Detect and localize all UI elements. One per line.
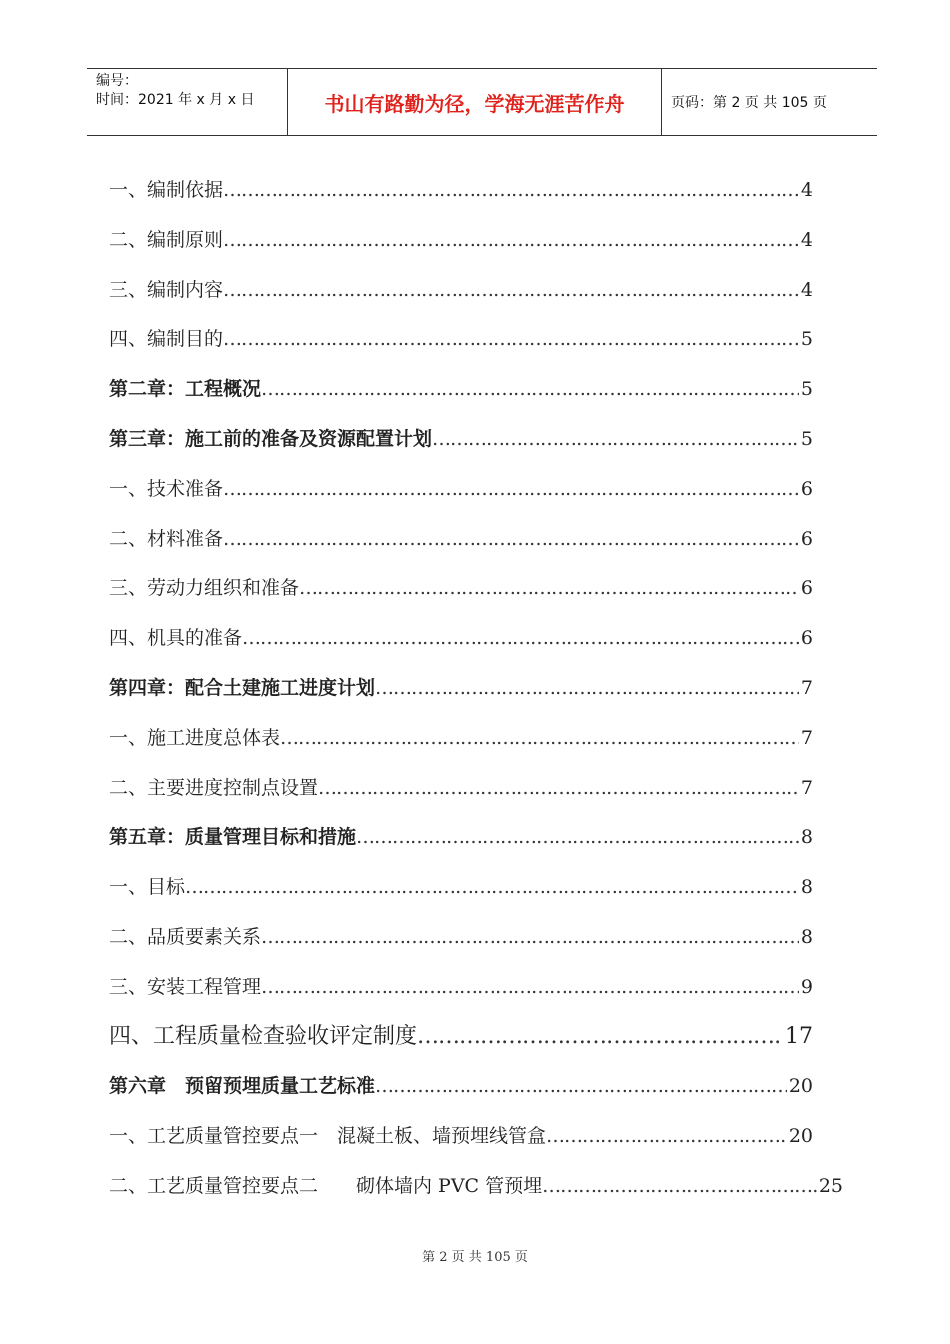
toc-entry-title: 第四章：配合土建施工进度计划: [109, 676, 376, 699]
toc-leader-dots: [223, 272, 799, 308]
toc-entry[interactable]: [109, 1019, 813, 1069]
toc-leader-dots: [223, 321, 799, 357]
header-page-info: 页码：第 2 页 共 105 页: [671, 95, 827, 111]
toc-entry-title: 四、工程质量检查验收评定制度: [109, 1023, 418, 1049]
toc-entry[interactable]: [109, 1168, 843, 1218]
toc-entry-title: 二、编制原则: [109, 228, 224, 251]
toc-leader-dots: [261, 919, 799, 955]
table-of-contents: [109, 172, 843, 1218]
toc-entry-title: 二、工艺质量管控要点二 砌体墙内 PVC 管预埋: [109, 1174, 543, 1197]
toc-entry[interactable]: [109, 570, 813, 620]
toc-entry-page: 4: [800, 179, 813, 201]
toc-leader-dots: [261, 371, 799, 407]
toc-leader-dots: [542, 1168, 817, 1204]
header-motto: 书山有路勤为径，学海无涯苦作舟: [288, 69, 662, 135]
toc-entry-title: 二、材料准备: [109, 527, 224, 550]
toc-leader-dots: [318, 770, 799, 806]
toc-leader-dots: [261, 969, 799, 1005]
toc-leader-dots: [223, 172, 799, 208]
toc-entry[interactable]: [109, 620, 813, 670]
toc-entry-title: 三、编制内容: [109, 278, 224, 301]
page-footer: 第 2 页 共 105 页: [422, 1250, 528, 1265]
toc-leader-dots: [375, 1068, 787, 1104]
toc-entry-page: 6: [800, 527, 813, 550]
toc-entry[interactable]: [109, 720, 813, 770]
toc-entry-page: 8: [800, 925, 813, 948]
toc-entry-page: 5: [800, 378, 813, 401]
toc-entry-page: 7: [800, 776, 813, 799]
toc-entry-title: 三、劳动力组织和准备: [109, 577, 300, 600]
toc-entry-page: 8: [800, 876, 813, 899]
toc-entry-page: 6: [800, 627, 813, 650]
toc-leader-dots: [280, 720, 799, 756]
toc-entry[interactable]: [109, 421, 813, 471]
toc-entry-page: 7: [800, 676, 813, 699]
serial-label: 编号：: [96, 73, 138, 89]
toc-entry[interactable]: [109, 919, 813, 969]
toc-entry-title: 二、品质要素关系: [109, 925, 262, 948]
toc-leader-dots: [223, 521, 799, 557]
toc-leader-dots: [546, 1118, 787, 1154]
toc-entry-page: 6: [800, 577, 813, 600]
toc-entry-page: 25: [818, 1174, 843, 1197]
toc-entry[interactable]: [109, 770, 813, 820]
toc-entry-title: 二、主要进度控制点设置: [109, 776, 319, 799]
toc-entry-title: 第六章 预留预埋质量工艺标准: [109, 1075, 376, 1098]
toc-entry-page: 6: [800, 477, 813, 500]
toc-leader-dots: [417, 1019, 783, 1055]
toc-leader-dots: [242, 620, 799, 656]
toc-entry-page: 5: [800, 328, 813, 351]
toc-entry-page: 4: [800, 278, 813, 301]
toc-entry-title: 第三章：施工前的准备及资源配置计划: [109, 427, 433, 450]
toc-entry[interactable]: [109, 471, 813, 521]
toc-entry[interactable]: [109, 869, 813, 919]
toc-entry[interactable]: [109, 172, 813, 222]
toc-leader-dots: [356, 819, 799, 855]
toc-entry[interactable]: [109, 1118, 813, 1168]
toc-entry-title: 三、安装工程管理: [109, 975, 262, 998]
toc-entry[interactable]: [109, 222, 813, 272]
toc-entry-title: 一、施工进度总体表: [109, 726, 281, 749]
toc-entry-page: 17: [785, 1023, 813, 1049]
toc-entry-page: 9: [800, 975, 813, 998]
toc-entry[interactable]: [109, 272, 813, 322]
toc-entry-title: 一、技术准备: [109, 477, 224, 500]
toc-leader-dots: [432, 421, 799, 457]
time-label: 时间：2021 年 x 月 x 日: [96, 92, 255, 108]
toc-leader-dots: [299, 570, 799, 606]
toc-entry[interactable]: [109, 969, 813, 1019]
toc-entry[interactable]: [109, 521, 813, 571]
toc-entry-title: 一、目标: [109, 876, 186, 899]
toc-entry-title: 四、编制目的: [109, 328, 224, 351]
toc-entry[interactable]: [109, 321, 813, 371]
toc-entry[interactable]: [109, 670, 813, 720]
toc-entry-page: 7: [800, 726, 813, 749]
toc-entry-title: 四、机具的准备: [109, 627, 243, 650]
toc-entry-page: 4: [800, 228, 813, 251]
toc-entry-title: 第二章：工程概况: [109, 378, 262, 401]
toc-entry[interactable]: [109, 371, 813, 421]
toc-entry[interactable]: [109, 819, 813, 869]
toc-leader-dots: [223, 222, 799, 258]
toc-entry-page: 20: [788, 1075, 813, 1098]
header-meta: [87, 69, 288, 135]
toc-entry-page: 8: [800, 826, 813, 849]
toc-leader-dots: [185, 869, 799, 905]
toc-entry-title: 一、编制依据: [109, 179, 224, 201]
toc-entry-title: 第五章：质量管理目标和措施: [109, 826, 357, 849]
page-header: [87, 68, 877, 136]
toc-leader-dots: [223, 471, 799, 507]
toc-leader-dots: [375, 670, 799, 706]
toc-entry-page: 5: [800, 427, 813, 450]
toc-entry[interactable]: [109, 1068, 813, 1118]
toc-entry-page: 20: [788, 1125, 813, 1148]
toc-entry-title: 一、工艺质量管控要点一 混凝土板、墙预埋线管盒: [109, 1125, 547, 1148]
